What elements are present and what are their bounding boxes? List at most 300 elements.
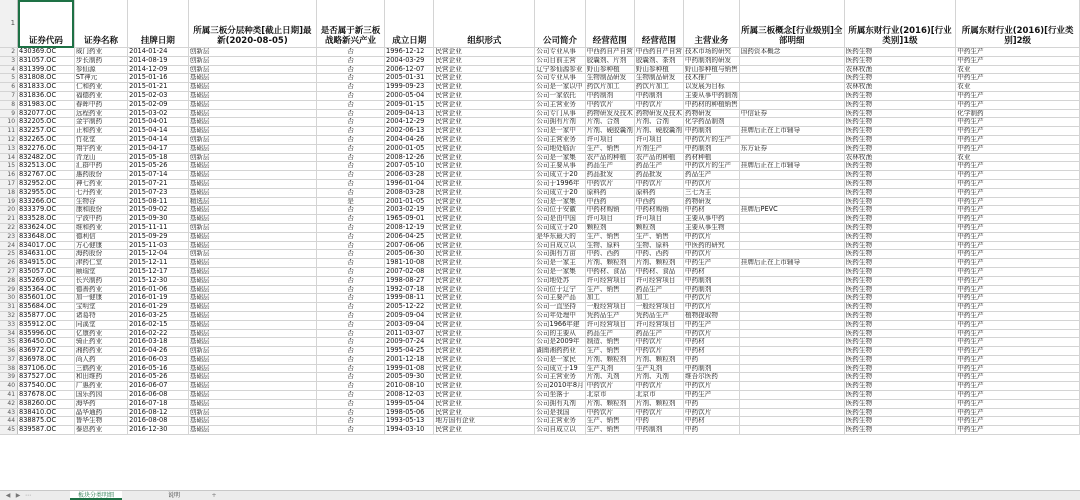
table-cell[interactable]: 2007-06-06 <box>385 241 434 250</box>
table-cell[interactable]: 中药饮片 <box>634 347 683 356</box>
table-cell[interactable]: 831399.OC <box>18 65 75 74</box>
table-cell[interactable]: 公司主要产品 <box>535 294 585 303</box>
table-cell[interactable]: 831836.OC <box>18 91 75 100</box>
table-cell[interactable]: 德善药业 <box>74 285 127 294</box>
table-cell[interactable]: 中西药 <box>585 197 634 206</box>
table-cell[interactable]: 颐瑞堂 <box>74 267 127 276</box>
table-cell[interactable]: 832265.OC <box>18 135 75 144</box>
row-number[interactable]: 12 <box>0 135 18 144</box>
table-cell[interactable]: 民营企业 <box>434 188 535 197</box>
table-cell[interactable]: 民营企业 <box>434 426 535 435</box>
table-cell[interactable]: 835877.OC <box>18 311 75 320</box>
table-cell[interactable] <box>739 241 844 250</box>
table-cell[interactable]: 中药生产 <box>956 276 1080 285</box>
table-cell[interactable]: 中药生产 <box>956 338 1080 347</box>
table-cell[interactable]: 公司是我国 <box>535 408 585 417</box>
table-cell[interactable]: 片剂、硬胶囊剂 <box>635 126 682 135</box>
table-cell[interactable]: 药品生产 <box>634 285 683 294</box>
table-cell[interactable] <box>739 267 844 276</box>
table-cell[interactable]: 中药 <box>684 426 740 435</box>
table-cell[interactable]: 骑正药业 <box>74 338 127 347</box>
table-cell[interactable]: 834017.OC <box>18 241 75 250</box>
table-cell[interactable]: 医药生物 <box>844 206 956 215</box>
table-cell[interactable]: 东方证券 <box>739 144 844 153</box>
table-cell[interactable]: 2016-08-08 <box>128 417 189 426</box>
table-cell[interactable]: 民营企业 <box>434 311 535 320</box>
table-cell[interactable]: 医药生物 <box>844 364 956 373</box>
table-cell[interactable]: 公司专门从事 <box>535 109 585 118</box>
table-cell[interactable]: 宁波中药 <box>74 215 127 224</box>
table-cell[interactable]: 凭药品生产 <box>634 311 683 320</box>
table-cell[interactable]: 833266.OC <box>18 197 75 206</box>
table-cell[interactable]: 中药饮片 <box>684 179 740 188</box>
table-cell[interactable]: 许可项目 <box>585 135 634 144</box>
table-cell[interactable]: 公司一直坚持 <box>535 303 585 312</box>
table-cell[interactable]: 否 <box>317 364 385 373</box>
table-cell[interactable]: 公司位于安徽 <box>535 206 585 215</box>
table-cell[interactable]: 一般经营项目 <box>585 303 634 312</box>
table-cell[interactable]: 831983.OC <box>18 100 75 109</box>
table-cell[interactable]: 德利信 <box>74 232 127 241</box>
row-number[interactable]: 9 <box>0 109 18 118</box>
table-cell[interactable] <box>739 223 844 232</box>
table-cell[interactable]: 否 <box>317 303 385 312</box>
table-cell[interactable]: 医药生物 <box>844 417 956 426</box>
table-cell[interactable]: 医药生物 <box>844 267 956 276</box>
table-cell[interactable]: 2000-05-04 <box>385 91 434 100</box>
column-header[interactable]: 证券名称 <box>74 0 127 48</box>
table-cell[interactable]: 2016-03-25 <box>128 311 189 320</box>
table-cell[interactable]: 民营企业 <box>434 303 535 312</box>
table-cell[interactable] <box>739 65 844 74</box>
table-cell[interactable]: 1999-05-04 <box>385 399 434 408</box>
table-cell[interactable]: 医药生物 <box>844 426 956 435</box>
table-cell[interactable]: 中药生产 <box>956 320 1080 329</box>
table-cell[interactable]: 福德药业 <box>74 91 127 100</box>
table-cell[interactable]: 医药生物 <box>844 294 956 303</box>
table-cell[interactable]: 中药生产 <box>956 171 1080 180</box>
table-cell[interactable]: 医药生物 <box>844 135 956 144</box>
table-cell[interactable]: 2008-12-26 <box>385 153 434 162</box>
table-cell[interactable]: 技术市场的研究 <box>684 48 740 57</box>
table-cell[interactable]: 否 <box>317 206 385 215</box>
row-number[interactable]: 21 <box>0 215 18 224</box>
row-number[interactable]: 6 <box>0 83 18 92</box>
table-cell[interactable]: 430369.OC <box>18 48 75 57</box>
table-cell[interactable]: 835912.OC <box>18 320 75 329</box>
table-cell[interactable]: 832513.OC <box>18 162 75 171</box>
table-cell[interactable]: 2009-01-15 <box>385 100 434 109</box>
table-cell[interactable]: 中药生产 <box>956 426 1080 435</box>
table-cell[interactable]: 公司目前主营 <box>535 56 585 65</box>
table-cell[interactable]: 医药生物 <box>844 329 956 338</box>
row-number[interactable]: 15 <box>0 162 18 171</box>
table-cell[interactable]: 2016-01-19 <box>128 294 189 303</box>
table-cell[interactable]: 否 <box>317 109 385 118</box>
row-number[interactable]: 42 <box>0 399 18 408</box>
table-cell[interactable]: 片剂、颗粒剂 <box>634 259 683 268</box>
table-cell[interactable]: 中药饮片 <box>684 250 740 259</box>
table-cell[interactable]: 医药生物 <box>844 232 956 241</box>
table-cell[interactable]: 基础层 <box>188 162 316 171</box>
table-cell[interactable]: 创新层 <box>188 65 316 74</box>
table-cell[interactable]: 2016-01-29 <box>128 303 189 312</box>
table-cell[interactable]: 835684.OC <box>18 303 75 312</box>
table-cell[interactable]: 2004-04-26 <box>385 135 434 144</box>
table-cell[interactable]: 2015-12-04 <box>128 250 189 259</box>
table-cell[interactable]: 否 <box>317 188 385 197</box>
table-cell[interactable]: 基础层 <box>188 364 316 373</box>
table-cell[interactable]: 838410.OC <box>18 408 75 417</box>
table-cell[interactable]: 否 <box>317 426 385 435</box>
table-cell[interactable]: 2008-12-19 <box>385 223 434 232</box>
table-cell[interactable] <box>739 417 844 426</box>
row-number[interactable]: 1 <box>0 0 18 48</box>
table-cell[interactable]: 生产、销售 <box>585 285 634 294</box>
table-cell[interactable]: 中药材 <box>684 347 740 356</box>
table-cell[interactable]: 2016-06-03 <box>128 355 189 364</box>
table-cell[interactable]: 医药生物 <box>844 223 956 232</box>
table-cell[interactable]: 农林牧渔 <box>844 153 956 162</box>
table-cell[interactable]: 民营企业 <box>434 285 535 294</box>
table-cell[interactable]: 839587.OC <box>18 426 75 435</box>
table-cell[interactable]: 民营企业 <box>434 338 535 347</box>
table-cell[interactable]: 民营企业 <box>434 355 535 364</box>
table-cell[interactable]: 诸葛特 <box>74 311 127 320</box>
table-cell[interactable]: 中药生产 <box>956 91 1080 100</box>
table-cell[interactable] <box>739 399 844 408</box>
table-cell[interactable]: 2011-03-07 <box>385 329 434 338</box>
table-cell[interactable]: 医药生物 <box>844 355 956 364</box>
table-cell[interactable]: 2015-12-11 <box>128 259 189 268</box>
table-cell[interactable]: 基础层 <box>188 276 316 285</box>
table-cell[interactable]: 公司自成立以 <box>535 426 585 435</box>
table-cell[interactable]: 民营企业 <box>434 65 535 74</box>
table-cell[interactable]: 公司自成立以 <box>535 241 585 250</box>
row-number[interactable]: 13 <box>0 144 18 153</box>
table-cell[interactable]: 2007-02-08 <box>385 267 434 276</box>
table-cell[interactable]: 2015-05-18 <box>128 153 189 162</box>
table-cell[interactable]: 公司主营业务 <box>535 373 585 382</box>
table-cell[interactable]: 基础层 <box>188 320 316 329</box>
table-cell[interactable]: 基础层 <box>188 109 316 118</box>
table-cell[interactable]: 亿康药业 <box>74 329 127 338</box>
table-cell[interactable]: 植物提取物 <box>684 311 740 320</box>
table-cell[interactable]: 中药饮片 <box>585 408 634 417</box>
table-cell[interactable]: 维吾尔医药 <box>684 373 740 382</box>
table-cell[interactable]: 832276.OC <box>18 144 75 153</box>
table-cell[interactable]: 民营企业 <box>434 408 535 417</box>
table-cell[interactable]: 否 <box>317 267 385 276</box>
table-cell[interactable]: 药品生产 <box>585 162 634 171</box>
table-cell[interactable]: 是华东最大的 <box>535 232 585 241</box>
table-cell[interactable]: 公司是一家集 <box>535 267 585 276</box>
table-cell[interactable]: 基础层 <box>188 100 316 109</box>
table-cell[interactable]: 基础层 <box>188 338 316 347</box>
table-cell[interactable]: 否 <box>317 373 385 382</box>
table-cell[interactable]: 医药生物 <box>844 127 956 136</box>
table-cell[interactable]: 中药制剂 <box>684 285 740 294</box>
table-cell[interactable]: 否 <box>317 347 385 356</box>
table-cell[interactable]: 步长制药 <box>74 56 127 65</box>
table-cell[interactable]: 民营企业 <box>434 223 535 232</box>
table-cell[interactable]: 2004-03-29 <box>385 56 434 65</box>
table-cell[interactable]: 生产、销售 <box>585 232 634 241</box>
table-cell[interactable]: 药品生产 <box>684 171 740 180</box>
table-cell[interactable]: 湖南湘药药业 <box>535 347 585 356</box>
table-cell[interactable]: 1998-08-27 <box>385 276 434 285</box>
table-cell[interactable]: 津药仁堂 <box>74 259 127 268</box>
table-cell[interactable]: 康和股份 <box>74 206 127 215</box>
table-cell[interactable]: 2006-03-28 <box>385 171 434 180</box>
table-cell[interactable]: 2009-07-24 <box>385 338 434 347</box>
table-cell[interactable] <box>739 408 844 417</box>
table-cell[interactable]: 2015-11-03 <box>128 241 189 250</box>
table-cell[interactable]: 国药资本概念 <box>739 48 844 57</box>
table-cell[interactable]: 中药饮片的生产 <box>684 135 740 144</box>
table-cell[interactable]: 2005-06-30 <box>385 250 434 259</box>
table-cell[interactable]: 否 <box>317 215 385 224</box>
table-cell[interactable]: 维和药业 <box>74 223 127 232</box>
table-cell[interactable]: 民营企业 <box>434 329 535 338</box>
table-cell[interactable]: 药品生产 <box>634 162 683 171</box>
table-cell[interactable]: 2015-07-21 <box>128 179 189 188</box>
table-cell[interactable]: 中药生产 <box>956 241 1080 250</box>
table-cell[interactable]: 公司年处理中 <box>535 311 585 320</box>
table-cell[interactable]: 民营企业 <box>434 215 535 224</box>
table-cell[interactable]: 药品生产 <box>634 329 683 338</box>
table-cell[interactable]: 2004-12-29 <box>385 118 434 127</box>
table-cell[interactable]: 否 <box>317 399 385 408</box>
column-header[interactable]: 经营范围 <box>585 0 634 48</box>
table-cell[interactable]: 中药制剂 <box>684 144 740 153</box>
table-cell[interactable]: 1981-10-08 <box>385 259 434 268</box>
table-cell[interactable]: 公司一家依托 <box>535 91 585 100</box>
table-cell[interactable]: 1993-05-13 <box>385 417 434 426</box>
table-cell[interactable]: 鲁华生物 <box>74 417 127 426</box>
table-cell[interactable]: 中药饮片 <box>684 329 740 338</box>
row-number[interactable]: 3 <box>0 56 18 65</box>
table-cell[interactable]: 基础层 <box>188 373 316 382</box>
table-cell[interactable]: 三七为主 <box>684 188 740 197</box>
table-cell[interactable]: 公司2010年8月 <box>536 381 584 390</box>
table-cell[interactable] <box>739 135 844 144</box>
table-cell[interactable]: 片剂、合剂 <box>634 118 683 127</box>
table-cell[interactable]: 835364.OC <box>18 285 75 294</box>
table-cell[interactable]: 2015-11-11 <box>128 223 189 232</box>
table-cell[interactable]: 翔宇药业 <box>74 144 127 153</box>
table-cell[interactable]: 832482.OC <box>18 153 75 162</box>
table-cell[interactable]: 2015-05-26 <box>128 162 189 171</box>
table-cell[interactable]: 医药生物 <box>844 373 956 382</box>
table-cell[interactable]: 方心健康 <box>74 241 127 250</box>
table-cell[interactable]: 2015-08-11 <box>128 197 189 206</box>
table-cell[interactable]: 中药生产 <box>956 215 1080 224</box>
table-cell[interactable]: 2016-05-26 <box>128 373 189 382</box>
table-cell[interactable]: 民营企业 <box>434 364 535 373</box>
table-cell[interactable]: 835057.OC <box>18 267 75 276</box>
table-cell[interactable]: 生产、销售 <box>585 426 634 435</box>
table-cell[interactable]: 公司1966年建 <box>535 320 585 329</box>
tab-list-icon[interactable]: ⋯ <box>25 492 31 499</box>
table-cell[interactable]: 化学药品制剂 <box>684 118 740 127</box>
row-number[interactable]: 11 <box>0 127 18 136</box>
table-cell[interactable]: 中药饮片 <box>634 179 683 188</box>
table-cell[interactable]: 医药生物 <box>844 74 956 83</box>
table-cell[interactable]: 制造、销售 <box>585 338 634 347</box>
table-cell[interactable]: 生产、销售 <box>634 232 683 241</box>
table-cell[interactable]: 2016-02-22 <box>128 329 189 338</box>
table-cell[interactable]: 1998-05-06 <box>385 408 434 417</box>
table-cell[interactable]: 片剂、颗粒剂 <box>585 355 634 364</box>
table-cell[interactable]: 威门药业 <box>74 48 127 57</box>
table-cell[interactable]: 基础层 <box>188 232 316 241</box>
table-cell[interactable]: 中药制剂的研发 <box>684 56 740 65</box>
table-cell[interactable]: 2015-12-17 <box>128 267 189 276</box>
table-cell[interactable]: 中药饮片 <box>585 179 634 188</box>
row-number[interactable]: 24 <box>0 241 18 250</box>
table-cell[interactable]: 公司是2009年 <box>535 338 585 347</box>
table-cell[interactable]: 835269.OC <box>18 276 75 285</box>
table-cell[interactable]: 公司是一家集 <box>535 197 585 206</box>
table-cell[interactable]: 地方国有企业 <box>434 417 535 426</box>
table-cell[interactable]: 中信证券 <box>739 109 844 118</box>
table-cell[interactable]: 836450.OC <box>18 338 75 347</box>
table-cell[interactable]: 否 <box>317 65 385 74</box>
table-cell[interactable]: 片剂、丸剂 <box>585 373 634 382</box>
row-number[interactable]: 5 <box>0 74 18 83</box>
column-header[interactable]: 所属东财行业(2016)[行业类别]1级 <box>844 0 956 48</box>
row-number[interactable]: 19 <box>0 197 18 206</box>
table-cell[interactable]: 基础层 <box>188 399 316 408</box>
table-cell[interactable]: 民营企业 <box>434 347 535 356</box>
table-cell[interactable]: 公司坐落于 <box>535 391 585 400</box>
table-cell[interactable]: 民营企业 <box>434 276 535 285</box>
column-header[interactable]: 主营业务 <box>684 0 740 48</box>
table-cell[interactable]: 挂牌后PEVC <box>739 206 844 215</box>
table-cell[interactable]: 2015-03-02 <box>128 109 189 118</box>
table-cell[interactable]: 中药生产 <box>956 259 1080 268</box>
table-cell[interactable]: 农产品的种植 <box>634 153 683 162</box>
table-cell[interactable]: 惠药股份 <box>74 171 127 180</box>
table-cell[interactable]: 生物制品研发 <box>585 74 634 83</box>
table-cell[interactable]: 中药材、食品 <box>634 267 683 276</box>
table-cell[interactable]: 中药生产 <box>956 408 1080 417</box>
column-header[interactable]: 挂牌日期 <box>128 0 189 48</box>
table-cell[interactable]: 医药生物 <box>844 382 956 391</box>
table-cell[interactable]: 否 <box>317 100 385 109</box>
table-cell[interactable]: 汇群中药 <box>74 162 127 171</box>
table-cell[interactable]: 片剂、颗粒剂 <box>634 355 683 364</box>
table-cell[interactable]: 公司主营业务 <box>535 100 585 109</box>
table-cell[interactable]: 中药生产 <box>956 382 1080 391</box>
table-cell[interactable]: 民营企业 <box>434 109 535 118</box>
table-cell[interactable]: 否 <box>317 259 385 268</box>
table-cell[interactable]: 中药生产 <box>956 347 1080 356</box>
table-cell[interactable]: 医药生物 <box>844 408 956 417</box>
table-cell[interactable]: 2002-06-13 <box>385 127 434 136</box>
table-cell[interactable]: 民营企业 <box>434 118 535 127</box>
table-cell[interactable]: 正和药业 <box>74 127 127 136</box>
table-cell[interactable]: 832077.OC <box>18 109 75 118</box>
table-cell[interactable]: 基础层 <box>188 303 316 312</box>
table-cell[interactable]: 民营企业 <box>434 144 535 153</box>
table-cell[interactable]: 基础层 <box>188 382 316 391</box>
table-cell[interactable]: 医药生物 <box>844 320 956 329</box>
table-cell[interactable]: 中药生产 <box>956 74 1080 83</box>
table-cell[interactable]: 野山参种植 <box>585 65 634 74</box>
table-cell[interactable]: 医药生物 <box>844 391 956 400</box>
column-header[interactable]: 成立日期 <box>385 0 434 48</box>
table-cell[interactable]: 医药生物 <box>844 171 956 180</box>
table-cell[interactable]: 否 <box>317 417 385 426</box>
table-cell[interactable]: 医药生物 <box>844 118 956 127</box>
table-cell[interactable]: 中药生产 <box>956 355 1080 364</box>
table-cell[interactable]: 2016-12-30 <box>128 426 189 435</box>
table-cell[interactable]: 神七药业 <box>74 179 127 188</box>
table-cell[interactable]: 中药材购销 <box>585 206 634 215</box>
row-number[interactable]: 4 <box>0 65 18 74</box>
table-cell[interactable]: 医药生物 <box>844 144 956 153</box>
table-cell[interactable]: 公司地处苏 <box>535 276 585 285</box>
table-cell[interactable]: 中药饮片 <box>684 408 740 417</box>
table-cell[interactable]: 生产、销售 <box>585 144 634 153</box>
table-cell[interactable] <box>739 250 844 259</box>
table-cell[interactable]: 胶囊剂、茶剂 <box>634 56 683 65</box>
table-cell[interactable]: 医药生物 <box>844 197 956 206</box>
table-cell[interactable]: 否 <box>317 232 385 241</box>
table-cell[interactable]: 中药制剂 <box>634 426 683 435</box>
table-cell[interactable]: 2015-07-14 <box>128 171 189 180</box>
table-cell[interactable]: 否 <box>317 171 385 180</box>
table-cell[interactable]: 药饮片加工 <box>585 83 634 92</box>
table-cell[interactable] <box>739 382 844 391</box>
table-cell[interactable]: 中药生产 <box>956 56 1080 65</box>
table-cell[interactable]: 中药生产 <box>956 285 1080 294</box>
table-cell[interactable]: 片剂生产 <box>634 144 683 153</box>
row-number[interactable]: 17 <box>0 179 18 188</box>
table-cell[interactable]: 颗粒剂 <box>585 223 634 232</box>
column-header[interactable]: 所属三板概念[行业级别]全部明细 <box>739 0 844 48</box>
table-cell[interactable]: 公司是一家主 <box>535 259 585 268</box>
table-cell[interactable]: 农林牧渔 <box>844 83 956 92</box>
table-cell[interactable]: 833624.OC <box>18 223 75 232</box>
row-number[interactable]: 25 <box>0 250 18 259</box>
table-cell[interactable]: 许可项目 <box>634 215 683 224</box>
row-number[interactable]: 38 <box>0 364 18 373</box>
table-cell[interactable]: 2000-01-05 <box>385 144 434 153</box>
table-cell[interactable]: 片剂、合剂 <box>585 118 634 127</box>
table-cell[interactable]: 公司拥有丸剂 <box>535 399 585 408</box>
table-cell[interactable]: 公司专业从事 <box>535 74 585 83</box>
table-cell[interactable]: 基础层 <box>188 417 316 426</box>
table-cell[interactable] <box>739 364 844 373</box>
table-cell[interactable]: 否 <box>317 91 385 100</box>
table-cell[interactable]: 2009-09-04 <box>385 311 434 320</box>
table-cell[interactable] <box>739 276 844 285</box>
table-cell[interactable]: 832257.OC <box>18 127 75 136</box>
table-cell[interactable]: 833528.OC <box>18 215 75 224</box>
table-cell[interactable]: 加工 <box>585 294 634 303</box>
table-cell[interactable]: 否 <box>317 276 385 285</box>
table-cell[interactable]: 基础层 <box>188 294 316 303</box>
table-cell[interactable]: 公司拥有片剂 <box>535 118 585 127</box>
table-cell[interactable]: 中药材 <box>684 338 740 347</box>
table-cell[interactable] <box>739 373 844 382</box>
column-header[interactable]: 所属东财行业(2016)[行业类别]2级 <box>956 0 1080 48</box>
table-cell[interactable]: 中药饮片 <box>634 100 683 109</box>
table-cell[interactable]: 生产、销售 <box>585 417 634 426</box>
